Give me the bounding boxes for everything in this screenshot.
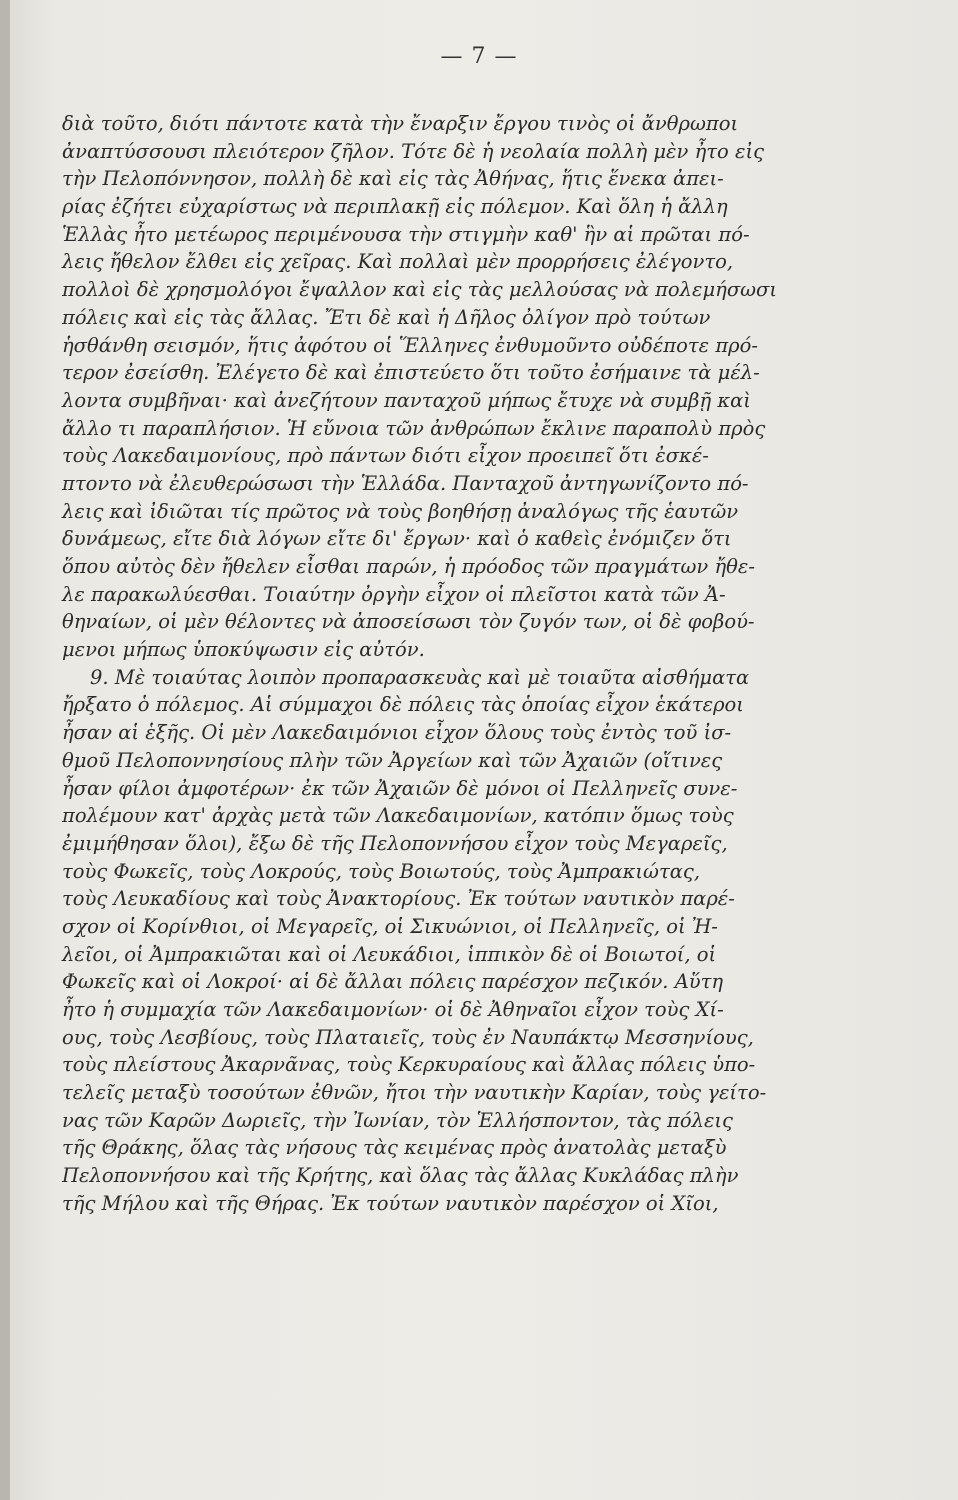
text-line: τοὺς Λακεδαιμονίους, πρὸ πάντων διότι εἶχον προειπεῖ ὅτι ἐσκέ- xyxy=(62,444,709,468)
text-line: θηναίων, οἱ μὲν θέλοντες νὰ ἀποσείσωσι τὸν ζυγόν των, οἱ δὲ φοβού- xyxy=(62,610,755,634)
text-line: σχον οἱ Κορίνθιοι, οἱ Μεγαρεῖς, οἱ Σικυώνιοι, οἱ Πελληνεῖς, οἱ Ἠ- xyxy=(62,914,718,938)
text-line: Φωκεῖς καὶ οἱ Λοκροί· αἱ δὲ ἄλλαι πόλεις παρέσχον πεζικόν. Αὕτη xyxy=(62,970,724,994)
text-line: ἦσαν αἱ ἑξῆς. Οἱ μὲν Λακεδαιμόνιοι εἶχον ὅλους τοὺς ἐντὸς τοῦ ἰσ- xyxy=(62,721,732,745)
text-line: λεις ἤθελον ἔλθει εἰς χεῖρας. Καὶ πολλαὶ μὲν προρρήσεις ἐλέγοντο, xyxy=(62,250,734,274)
text-line: λεῖοι, οἱ Ἀμπρακιῶται καὶ οἱ Λευκάδιοι, ἱππικὸν δὲ οἱ Βοιωτοί, οἱ xyxy=(62,942,717,966)
text-line: ἐμιμήθησαν ὅλοι), ἔξω δὲ τῆς Πελοποννήσου εἶχον τοὺς Μεγαρεῖς, xyxy=(62,831,728,855)
page-number: — 7 — xyxy=(440,44,518,69)
text-line: Ἑλλὰς ἦτο μετέωρος περιμένουσα τὴν στιγμὴν καθ' ἣν αἱ πρῶται πό- xyxy=(62,222,750,246)
text-line: ὅπου αὐτὸς δὲν ἤθελεν εἶσθαι παρών, ἡ πρόοδος τῶν πραγμάτων ἤθε- xyxy=(62,555,755,578)
text-line: τῆς Θράκης, ὅλας τὰς νήσους τὰς κειμένας πρὸς ἀνατολὰς μεταξὺ xyxy=(62,1136,727,1160)
text-line: τοὺς πλείστους Ἀκαρνᾶνας, τοὺς Κερκυραίους καὶ ἄλλας πόλεις ὑπο- xyxy=(62,1053,756,1077)
text-line: τοὺς Φωκεῖς, τοὺς Λοκρούς, τοὺς Βοιωτούς, τοὺς Ἀμπρακιώτας, xyxy=(62,859,701,883)
body-text xyxy=(62,110,880,1218)
text-line: ἦτο ἡ συμμαχία τῶν Λακεδαιμονίων· οἱ δὲ Ἀθηναῖοι εἶχον τοὺς Χί- xyxy=(62,998,724,1021)
text-line: ἦσαν φίλοι ἀμφοτέρων· ἐκ τῶν Ἀχαιῶν δὲ μόνοι οἱ Πελληνεῖς συνε- xyxy=(62,776,738,800)
text-line: μενοι μήπως ὑποκύψωσιν εἰς αὐτόν. xyxy=(62,638,425,662)
text-line: τὴν Πελοπόννησον, πολλὴ δὲ καὶ εἰς τὰς Ἀθήνας, ἥτις ἕνεκα ἀπει- xyxy=(62,167,724,191)
text-line: θμοῦ Πελοποννησίους πλὴν τῶν Ἀργείων καὶ τῶν Ἀχαιῶν (οἵτινες xyxy=(62,748,723,772)
text-line: πολλοὶ δὲ χρησμολόγοι ἔψαλλον καὶ εἰς τὰς μελλούσας νὰ πολεμήσωσι xyxy=(62,278,777,302)
text-line: δυνάμεως, εἴτε διὰ λόγων εἴτε δι' ἔργων· καὶ ὁ καθεὶς ἐνόμιζεν ὅτι xyxy=(62,527,732,551)
text-line: ἀναπτύσσουσι πλειότερον ζῆλον. Τότε δὲ ἡ νεολαία πολλὴ μὲν ἦτο εἰς xyxy=(62,139,765,163)
text-line: ους, τοὺς Λεσβίους, τοὺς Πλαταιεῖς, τοὺς ἐν Ναυπάκτῳ Μεσσηνίους, xyxy=(62,1025,754,1049)
text-line: πτοντο νὰ ἐλευθερώσωσι τὴν Ἑλλάδα. Πανταχοῦ ἀντηγωνίζοντο πό- xyxy=(62,471,749,495)
text-line: ρίας ἐζήτει εὐχαρίστως νὰ περιπλακῇ εἰς πόλεμον. Καὶ ὅλη ἡ ἄλλη xyxy=(62,195,728,219)
text-line: ἡσθάνθη σεισμόν, ἥτις ἀφότου οἱ Ἕλληνες ἐνθυμοῦντο οὐδέποτε πρό- xyxy=(62,333,758,357)
paragraph-start-line: 9. Μὲ τοιαύτας λοιπὸν προπαρασκευὰς καὶ μὲ τοιαῦτα αἰσθήματα xyxy=(90,665,750,689)
text-line: τερον ἐσείσθη. Ἐλέγετο δὲ καὶ ἐπιστεύετο ὅτι τοῦτο ἐσήμαινε τὰ μέλ- xyxy=(62,361,760,385)
text-line: ἤρξατο ὁ πόλεμος. Αἱ σύμμαχοι δὲ πόλεις τὰς ὁποίας εἶχον ἑκάτεροι xyxy=(62,693,744,717)
text-line: νας τῶν Καρῶν Δωριεῖς, τὴν Ἰωνίαν, τὸν Ἑλλήσποντον, τὰς πόλεις xyxy=(62,1108,733,1132)
page-gutter xyxy=(0,0,10,1500)
text-line: διὰ τοῦτο, διότι πάντοτε κατὰ τὴν ἔναρξιν ἔργου τινὸς οἱ ἄνθρωποι xyxy=(62,112,739,135)
text-line: λοντα συμβῆναι· καὶ ἀνεζήτουν πανταχοῦ μήπως ἔτυχε νὰ συμβῇ καὶ xyxy=(62,388,751,412)
text-line: τῆς Μήλου καὶ τῆς Θήρας. Ἐκ τούτων ναυτικὸν παρέσχον οἱ Χῖοι, xyxy=(62,1191,719,1215)
text-line: τοὺς Λευκαδίους καὶ τοὺς Ἀνακτορίους. Ἐκ τούτων ναυτικὸν παρέ- xyxy=(62,887,735,911)
text-line: τελεῖς μεταξὺ τοσούτων ἐθνῶν, ἤτοι τὴν ναυτικὴν Καρίαν, τοὺς γείτο- xyxy=(62,1081,767,1105)
text-line: λε παρακωλύεσθαι. Τοιαύτην ὀργὴν εἶχον οἱ πλεῖστοι κατὰ τῶν Ἀ- xyxy=(62,582,726,606)
text-line: λεις καὶ ἰδιῶται τίς πρῶτος νὰ τοὺς βοηθήσῃ ἀναλόγως τῆς ἑαυτῶν xyxy=(62,499,739,523)
text-line: πόλεις καὶ εἰς τὰς ἄλλας. Ἔτι δὲ καὶ ἡ Δῆλος ὀλίγον πρὸ τούτων xyxy=(62,305,711,329)
text-line: Πελοποννήσου καὶ τῆς Κρήτης, καὶ ὅλας τὰς ἄλλας Κυκλάδας πλὴν xyxy=(62,1164,739,1188)
text-line: πολέμουν κατ' ἀρχὰς μετὰ τῶν Λακεδαιμονίων, κατόπιν ὅμως τοὺς xyxy=(62,804,734,828)
text-line: ἄλλο τι παραπλήσιον. Ἡ εὔνοια τῶν ἀνθρώπων ἔκλινε παραπολὺ πρὸς xyxy=(62,416,766,440)
